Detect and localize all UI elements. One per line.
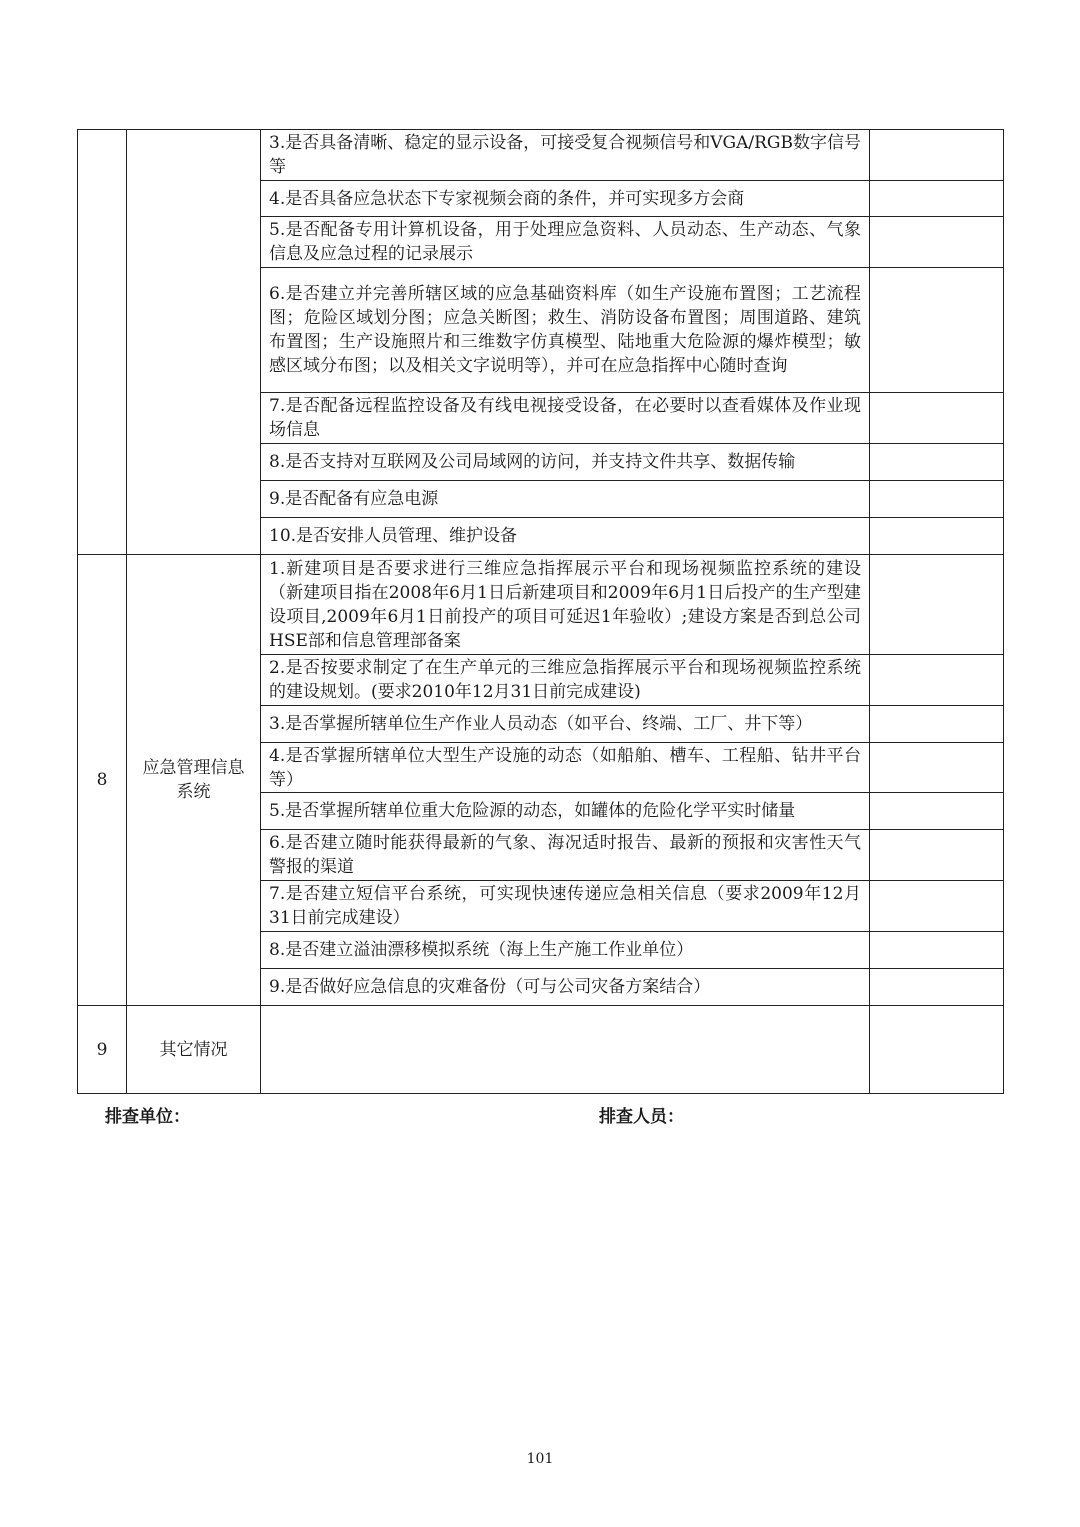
result-cell[interactable] [870, 444, 1004, 481]
category-cell: 其它情况 [127, 1006, 261, 1094]
check-item: 6.是否建立随时能获得最新的气象、海况适时报告、最新的预报和灾害性天气警报的渠道 [261, 830, 870, 881]
check-item: 4.是否掌握所辖单位大型生产设施的动态（如船舶、槽车、工程船、钻井平台等） [261, 743, 870, 793]
result-cell[interactable] [870, 1006, 1004, 1094]
check-item: 5.是否配备专用计算机设备，用于处理应急资料、人员动态、生产动态、气象信息及应急过程的记录展示 [261, 217, 870, 268]
check-item: 4.是否具备应急状态下专家视频会商的条件，并可实现多方会商 [261, 181, 870, 217]
result-cell[interactable] [870, 881, 1004, 932]
result-cell[interactable] [870, 830, 1004, 881]
result-cell[interactable] [870, 481, 1004, 518]
inspection-unit-label: 排查单位： [105, 1107, 190, 1127]
check-item: 2.是否按要求制定了在生产单元的三维应急指挥展示平台和现场视频监控系统的建设规划。(要求2010年12月31日前完成建设) [261, 655, 870, 706]
check-item: 6.是否建立并完善所辖区域的应急基础资料库（如生产设施布置图；工艺流程图；危险区域划分图；应急关断图；救生、消防设备布置图；周围道路、建筑布置图；生产设施照片和三维数字仿真模型、陆地重大危险源的爆炸模型；敏感区域分布图；以及相关文字说明等），并可在应急指挥中心随时查询 [261, 268, 870, 393]
page-number: 101 [526, 1451, 554, 1467]
check-item[interactable] [261, 1006, 870, 1094]
result-cell[interactable] [870, 268, 1004, 393]
table-row [78, 555, 1004, 655]
check-item: 8.是否建立溢油漂移模拟系统（海上生产施工作业单位） [261, 932, 870, 969]
result-cell[interactable] [870, 555, 1004, 655]
result-cell[interactable] [870, 655, 1004, 706]
check-item: 3.是否掌握所辖单位生产作业人员动态（如平台、终端、工厂、井下等） [261, 706, 870, 743]
check-item: 9.是否配备有应急电源 [261, 481, 870, 518]
check-item: 5.是否掌握所辖单位重大危险源的动态，如罐体的危险化学平实时储量 [261, 793, 870, 830]
check-item: 3.是否具备清晰、稳定的显示设备，可接受复合视频信号和VGA/RGB数字信号等 [261, 130, 870, 181]
check-item: 9.是否做好应急信息的灾难备份（可与公司灾备方案结合） [261, 969, 870, 1006]
category-cell: 应急管理信息系统 [127, 555, 261, 1006]
result-cell[interactable] [870, 217, 1004, 268]
result-cell[interactable] [870, 969, 1004, 1006]
check-item: 8.是否支持对互联网及公司局域网的访问，并支持文件共享、数据传输 [261, 444, 870, 481]
result-cell[interactable] [870, 393, 1004, 444]
inspection-table [77, 129, 1004, 1094]
inspector-label: 排查人员： [599, 1107, 684, 1127]
check-item: 10.是否安排人员管理、维护设备 [261, 518, 870, 555]
check-item: 7.是否建立短信平台系统，可实现快速传递应急相关信息（要求2009年12月31日前完成建设） [261, 881, 870, 932]
table-row [78, 1006, 1004, 1094]
row-number-cell [78, 130, 127, 555]
result-cell[interactable] [870, 181, 1004, 217]
category-cell [127, 130, 261, 555]
result-cell[interactable] [870, 743, 1004, 793]
row-number-cell: 9 [78, 1006, 127, 1094]
result-cell[interactable] [870, 706, 1004, 743]
result-cell[interactable] [870, 518, 1004, 555]
result-cell[interactable] [870, 130, 1004, 181]
check-item: 7.是否配备远程监控设备及有线电视接受设备，在必要时以查看媒体及作业现场信息 [261, 393, 870, 444]
result-cell[interactable] [870, 793, 1004, 830]
result-cell[interactable] [870, 932, 1004, 969]
check-item: 1.新建项目是否要求进行三维应急指挥展示平台和现场视频监控系统的建设（新建项目指在2008年6月1日后新建项目和2009年6月1日后投产的生产型建设项目,2009年6月1日前投产的项目可延迟1年验收）;建设方案是否到总公司HSE部和信息管理部备案 [261, 555, 870, 655]
table-row [78, 130, 1004, 181]
row-number-cell: 8 [78, 555, 127, 1006]
